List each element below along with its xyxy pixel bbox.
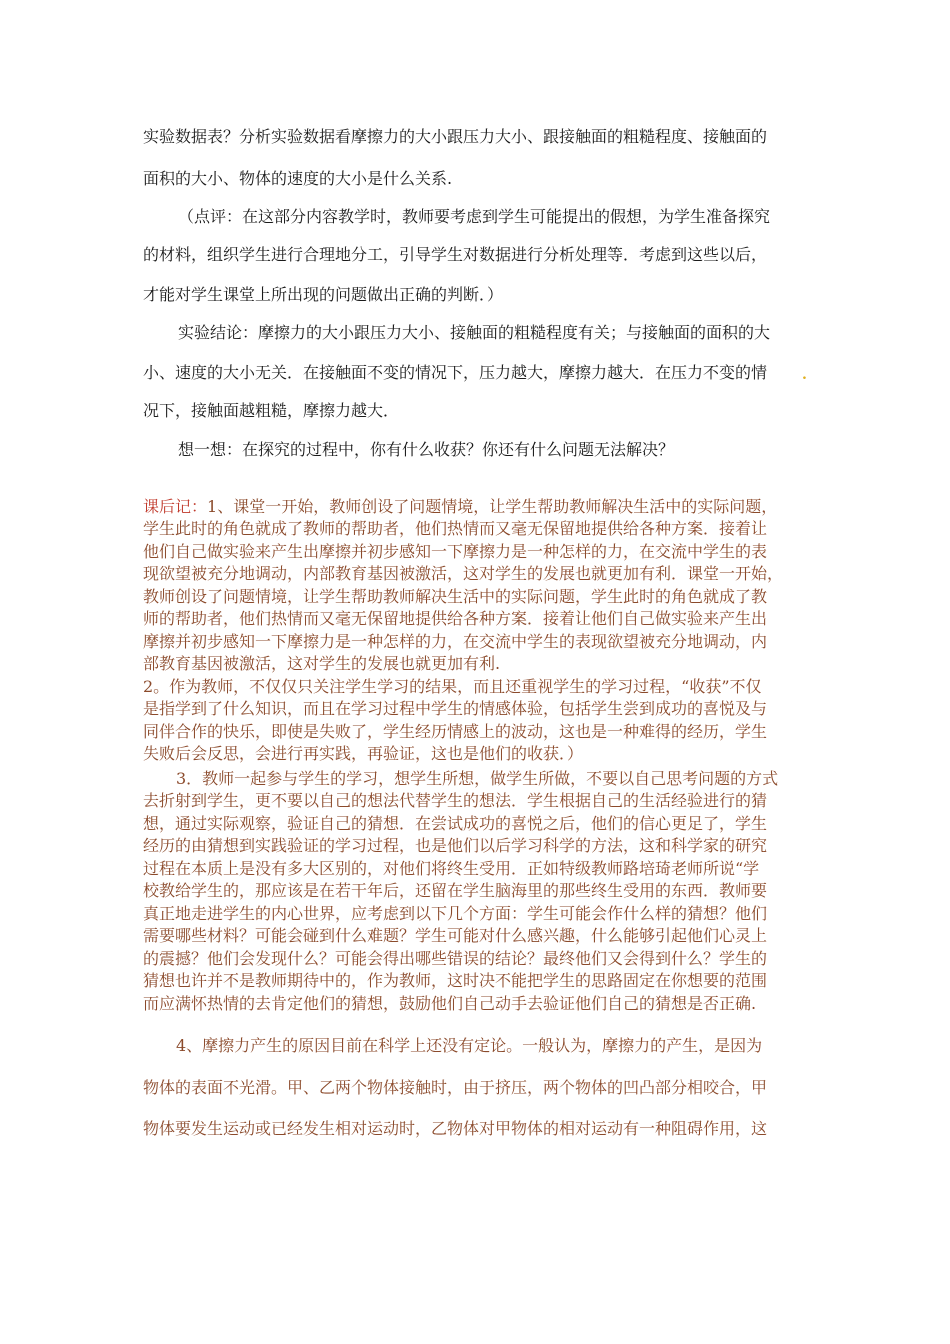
text-line: 3．教师一起参与学生的学习，想学生所想，做学生所做，不要以自己思考问题的方式 [176, 769, 779, 788]
notes-first-line [143, 497, 777, 517]
text-line: 4、摩擦力产生的原因目前在科学上还没有定论。一般认为，摩擦力的产生，是因为 [176, 1036, 763, 1055]
text-line: 小、速度的大小无关．在接触面不变的情况下，压力越大，摩擦力越大．在压力不变的情 [143, 363, 768, 382]
text-line: 面积的大小、物体的速度的大小是什么关系. [143, 169, 453, 188]
text-line: 过程在本质上是没有多大区别的，对他们将终生受用．正如特级教师路培琦老师所说“学 [143, 859, 760, 878]
text-line: （点评：在这部分内容教学时，教师要考虑到学生可能提出的假想，为学生准备探究 [178, 207, 771, 226]
text-line: 2。作为教师，不仅仅只关注学生学习的结果，而且还重视学生的学习过程，“收获”不仅 [143, 677, 762, 696]
text-line: 猜想也许并不是教师期待中的，作为教师，这时决不能把学生的思路固定在你想要的范围 [143, 971, 768, 990]
text-line: 部教育基因被激活，这对学生的发展也就更加有利. [143, 654, 501, 673]
text-line: 同伴合作的快乐，即使是失败了，学生经历情感上的波动，这也是一种难得的经历，学生 [143, 722, 768, 741]
text-line: 去折射到学生，更不要以自己的想法代替学生的想法．学生根据自己的生活经验进行的猜 [143, 791, 768, 810]
text-line: 需要哪些材料？可能会碰到什么难题？学生可能对什么感兴趣，什么能够引起他们心灵上 [143, 926, 768, 945]
text-line: 经历的由猜想到实践验证的学习过程，也是他们以后学习科学的方法，这和科学家的研究 [143, 836, 768, 855]
text-line: 况下，接触面越粗糙，摩擦力越大． [143, 401, 400, 420]
text-line: 现欲望被充分地调动，内部教育基因被激活，这对学生的发展也就更加有利．课堂一开始， [143, 564, 784, 583]
text-line: 想，通过实际观察，验证自己的猜想．在尝试成功的喜悦之后，他们的信心更足了，学生 [143, 814, 768, 833]
text-line: 是指学到了什么知识，而且在学习过程中学生的情感体验，包括学生尝到成功的喜悦及与 [143, 699, 768, 718]
text-line: 实验数据表？分析实验数据看摩擦力的大小跟压力大小、跟接触面的粗糙程度、接触面的 [143, 127, 768, 146]
text-line: 实验结论：摩擦力的大小跟压力大小、接触面的粗糙程度有关；与接触面的面积的大 [178, 323, 771, 342]
text-line: 师的帮助者，他们热情而又毫无保留地提供给各种方案．接着让他们自己做实验来产生出 [143, 609, 768, 628]
text-line: 他们自己做实验来产生出摩擦并初步感知一下摩擦力是一种怎样的力，在交流中学生的表 [143, 542, 768, 561]
text-line: 教师创设了问题情境，让学生帮助教师解决生活中的实际问题，学生此时的角色就成了教 [143, 587, 768, 606]
text-line: 摩擦并初步感知一下摩擦力是一种怎样的力，在交流中学生的表现欲望被充分地调动，内 [143, 632, 768, 651]
text-line: 校教给学生的，那应该是在若干年后，还留在学生脑海里的那些终生受用的东西．教师要 [143, 881, 768, 900]
notes-label: 课后记： [143, 497, 208, 516]
text-line: 物体要发生运动或已经发生相对运动时，乙物体对甲物体的相对运动有一种阻碍作用，这 [143, 1119, 768, 1138]
notes-text: 1、课堂一开始，教师创设了问题情境，让学生帮助教师解决生活中的实际问题， [207, 497, 778, 516]
text-line: 才能对学生课堂上所出现的问题做出正确的判断．） [143, 285, 504, 304]
text-line: 想一想：在探究的过程中，你有什么收获？你还有什么问题无法解决？ [178, 440, 675, 459]
text-line: 学生此时的角色就成了教师的帮助者，他们热情而又毫无保留地提供给各种方案．接着让 [143, 519, 768, 538]
text-line: 失败后会反思，会进行再实践，再验证，这也是他们的收获．） [143, 744, 584, 763]
text-line: 的震撼？他们会发现什么？可能会得出哪些错误的结论？最终他们又会得到什么？学生的 [143, 949, 768, 968]
text-line: 而应满怀热情的去肯定他们的猜想，鼓励他们自己动手去验证他们自己的猜想是否正确. [143, 994, 757, 1013]
marker-dot: . [802, 367, 807, 383]
text-line: 的材料，组织学生进行合理地分工，引导学生对数据进行分析处理等．考虑到这些以后， [143, 245, 768, 264]
text-line: 真正地走进学生的内心世界，应考虑到以下几个方面：学生可能会作什么样的猜想？他们 [143, 904, 768, 923]
text-line: 物体的表面不光滑。甲、乙两个物体接触时，由于挤压，两个物体的凹凸部分相咬合，甲 [143, 1078, 768, 1097]
